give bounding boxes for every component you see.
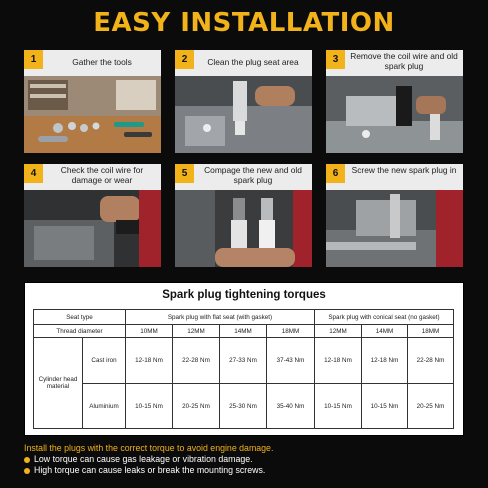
size-header: 14MM [219,324,267,338]
step-card-2 [175,50,312,153]
step-label: Remove the coil wire and old spark plug [350,51,458,71]
step-card-6 [326,164,463,267]
torque-cell: 10-15 Nm [125,383,173,429]
note-text: Low torque can cause gas leakage or vibration damage. [34,454,253,464]
step-label: Clean the plug seat area [207,57,299,67]
step-label: Gather the tools [72,57,132,67]
torque-cell: 27-33 Nm [219,337,267,384]
material-label: Cast iron [82,337,126,384]
note-text: High torque can cause leaks or break the mounting screws. [34,465,266,475]
cylinder-head-label: Cylinder head material [33,337,83,429]
size-header: 12MM [172,324,220,338]
step-number: 4 [24,164,43,183]
size-header: 18MM [407,324,454,338]
size-header: 12MM [314,324,362,338]
torque-cell: 22-28 Nm [172,337,220,384]
size-header: 14MM [361,324,408,338]
notes-heading: Install the plugs with the correct torque to avoid engine damage. [24,443,274,453]
check-coil-photo [24,190,161,267]
torque-cell: 12-18 Nm [361,337,408,384]
step-card-3 [326,50,463,153]
table-title: Spark plug tightening torques [162,289,326,301]
torque-cell: 25-30 Nm [219,383,267,429]
torque-cell: 12-18 Nm [125,337,173,384]
torque-cell: 37-43 Nm [266,337,315,384]
screw-plug-photo [326,190,463,267]
torque-cell: 20-25 Nm [172,383,220,429]
torque-cell: 35-40 Nm [266,383,315,429]
seat-type-header: Seat type [33,309,126,325]
flat-seat-header: Spark plug with flat seat (with gasket) [125,309,315,325]
note-item [24,454,464,465]
note-item [24,465,464,476]
remove-coil-photo [326,76,463,153]
step-label: Check the coil wire for damage or wear [60,165,144,185]
step-card-1 [24,50,161,153]
install-notes [24,443,464,476]
step-number: 1 [24,50,43,69]
clean-seat-photo [175,76,312,153]
torque-cell: 12-18 Nm [314,337,362,384]
thread-diameter-header: Thread diameter [33,324,126,338]
step-number: 5 [175,164,194,183]
torque-cell: 22-28 Nm [407,337,454,384]
size-header: 18MM [266,324,315,338]
tools-photo [24,76,161,153]
step-number: 2 [175,50,194,69]
step-label: Compage the new and old spark plug [204,165,302,185]
step-number: 3 [326,50,345,69]
step-card-5 [175,164,312,267]
step-label: Screw the new spark plug in [351,165,457,175]
torque-table [24,282,464,436]
size-header: 10MM [125,324,173,338]
torque-cell: 10-15 Nm [361,383,408,429]
bullet-icon [24,457,30,463]
bullet-icon [24,468,30,474]
step-number: 6 [326,164,345,183]
compare-plugs-photo [175,190,312,267]
torque-cell: 10-15 Nm [314,383,362,429]
step-card-4 [24,164,161,267]
torque-cell: 20-25 Nm [407,383,454,429]
material-label: Aluminium [82,383,126,429]
page-title: EASY INSTALLATION [93,8,395,38]
conical-seat-header: Spark plug with conical seat (no gasket) [314,309,454,325]
